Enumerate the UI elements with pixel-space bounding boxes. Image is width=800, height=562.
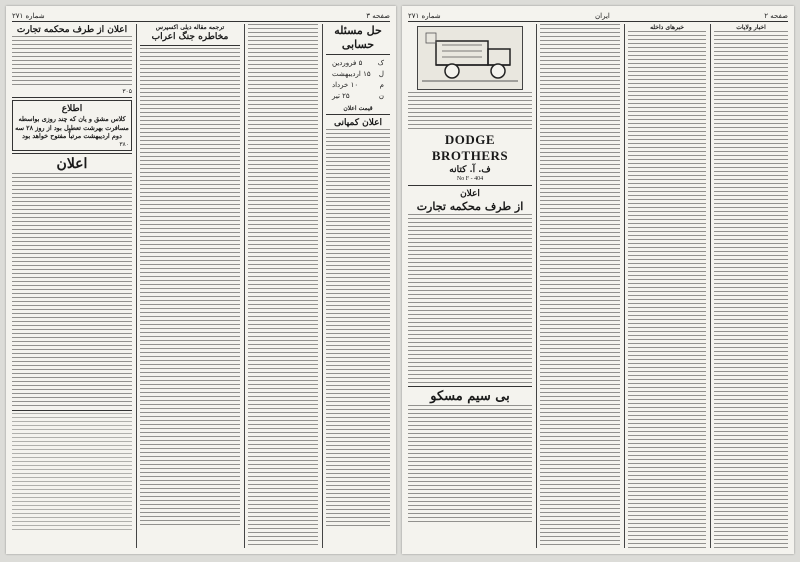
ilan-title: اعلان <box>56 155 88 172</box>
war-kicker: ترجمه مقاله دیلی اکسپرس <box>155 24 225 31</box>
dodge-brand: DODGE BROTHERS <box>431 132 509 163</box>
dodge-ad-text <box>408 92 532 132</box>
provincial-news-title: اخبار ولایات <box>736 24 766 31</box>
bottom-notices <box>12 413 132 533</box>
truck-drawing-icon <box>418 27 522 89</box>
court-ad-body <box>408 214 532 384</box>
left-page-running-head <box>12 10 390 22</box>
column-arithmetic-puzzle <box>326 24 390 548</box>
wireless-title: بی سیم مسکو <box>430 389 510 404</box>
left-page-issue: شماره ۲۷۱ <box>12 11 45 20</box>
commercial-court-body <box>12 36 132 88</box>
wireless-body <box>408 405 532 525</box>
column-ads <box>408 24 532 548</box>
domestic-news-body <box>628 31 706 548</box>
war-title: مخاطره جنگ اعراب <box>151 32 229 42</box>
notice-ad-box <box>12 100 132 151</box>
notice-ad-footer: ۳۸۰ <box>119 140 129 148</box>
newspaper-page-left <box>6 6 396 554</box>
puzzle-subtitle: اعلان کمپانی <box>334 118 382 128</box>
right-page-issue: شماره ۲۷۱ <box>408 11 441 20</box>
war-body <box>140 48 240 528</box>
provincial-news-body <box>714 31 788 548</box>
commercial-court-title: اعلان از طرف محکمه تجارت <box>16 25 128 35</box>
dodge-number: No F - 404 <box>456 176 484 182</box>
right-page-running-head <box>408 10 788 22</box>
notice-ad-body: کلاس مشق و یان که چند روزی بواسطه مسافرت بهرشت تعطیل بود از روز ۲۸ سه دوم اردیبهشت مرتباً مفتوح خواهد بود <box>15 115 129 141</box>
puzzle-answer-row: ک ۵ فروردین <box>332 59 384 67</box>
court-ad-line2: از طرف محکمه تجارت <box>416 200 524 213</box>
text-b-body <box>540 24 620 548</box>
court-ad-line1: اعلان <box>460 189 480 199</box>
newspaper-page-right <box>402 6 794 554</box>
column-provincial-news <box>714 24 788 548</box>
puzzle-price-label: قیمت اعلان <box>343 105 373 112</box>
puzzle-answer-row: ن ۲۵ تیر <box>332 92 384 100</box>
notice-ad-title: اطلاع <box>61 104 83 114</box>
dodge-agent: ف. آ. کتانه <box>449 165 491 175</box>
commercial-court-footer: ۳۰۵ <box>122 88 132 95</box>
column-arab-war <box>140 24 240 548</box>
middle-text-body <box>248 24 318 548</box>
truck-illustration <box>417 26 523 90</box>
domestic-news-title: خبرهای داخله <box>650 24 684 31</box>
puzzle-title: حل مسئله حسابی <box>334 24 382 51</box>
right-page-number: صفحه ۲ <box>764 11 788 20</box>
puzzle-answers <box>326 58 390 102</box>
column-middle-text <box>248 24 318 548</box>
left-page-number: صفحه ۳ <box>366 11 390 20</box>
column-domestic-news <box>628 24 706 548</box>
puzzle-answer-row: ل ۱۵ اردیبهشت <box>332 70 384 78</box>
column-text-b <box>540 24 620 548</box>
right-page-paper-name: ایران <box>595 11 610 20</box>
ilan-body <box>12 173 132 408</box>
puzzle-body <box>326 129 390 529</box>
column-commercial-court <box>12 24 132 548</box>
puzzle-answer-row: م ۱۰ خرداد <box>332 81 384 89</box>
